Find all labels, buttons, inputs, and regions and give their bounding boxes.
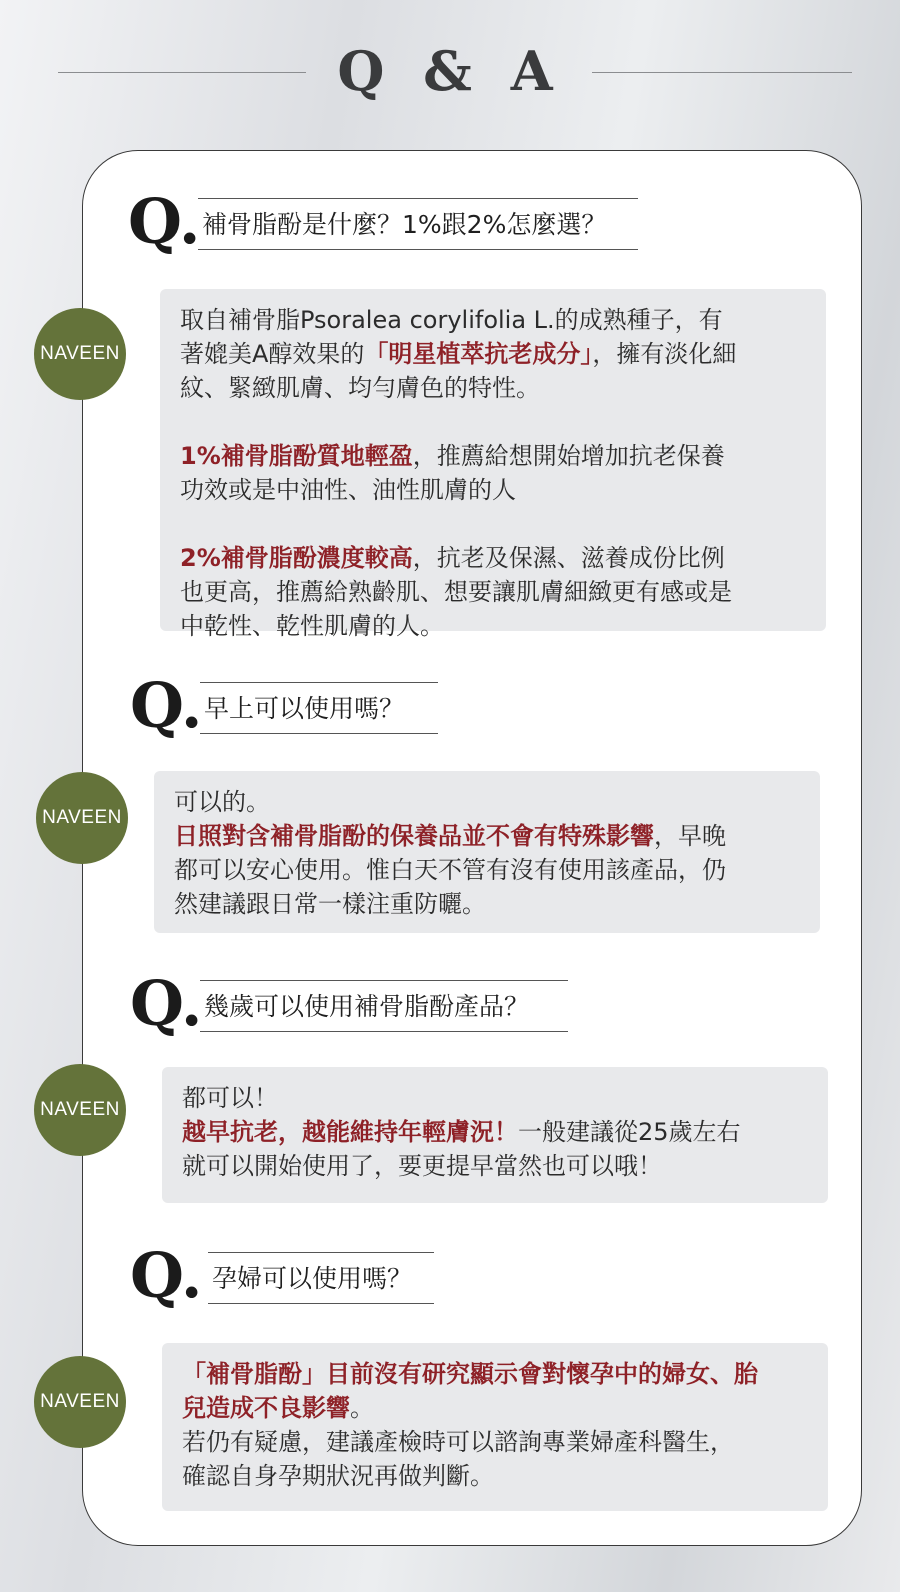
answer-paragraph <box>182 1357 818 1493</box>
faq-question-4 <box>130 1239 450 1312</box>
q-mark: Q. <box>128 185 201 258</box>
answer-paragraph <box>180 303 816 405</box>
answer-text: 可以的。 <box>174 788 270 816</box>
answer-highlight: 兒造成不良影響 <box>182 1394 350 1422</box>
answer-paragraph <box>180 439 816 507</box>
answer-text: 然建議跟日常一樣注重防曬。 <box>174 890 486 918</box>
answer-highlight: 日照對含補骨脂酚的保養品並不會有特殊影響 <box>174 822 654 850</box>
answer-text: 都可以安心使用。惟白天不管有沒有使用該產品，仍 <box>174 856 726 884</box>
answer-text: ，早晚 <box>654 822 726 850</box>
answer-highlight: 「明星植萃抗老成分」 <box>364 340 593 368</box>
naveen-logo: NAVEEN <box>34 1064 126 1156</box>
answer-text: 取自補骨脂Psoralea corylifolia L.的成熟種子，有 <box>180 306 723 334</box>
qa-header <box>0 38 900 108</box>
header-divider-left <box>58 72 306 73</box>
faq-answer-3 <box>162 1067 828 1203</box>
answer-text: ，推薦給想開始增加抗老保養 <box>412 442 725 470</box>
answer-text: 都可以！ <box>182 1084 278 1112</box>
question-text: 早上可以使用嗎？ <box>200 682 438 734</box>
faq-question-3 <box>130 967 590 1040</box>
question-text: 補骨脂酚是什麼？1%跟2%怎麼選？ <box>198 198 638 250</box>
faq-answer-1 <box>160 289 826 640</box>
answer-text: 也更高，推薦給熟齡肌、想要讓肌膚細緻更有感或是 <box>180 578 732 606</box>
answer-text: 一般建議從25歲左右 <box>518 1118 741 1146</box>
answer-highlight: 2%補骨脂酚濃度較高 <box>180 544 413 572</box>
answer-text: 紋、緊緻肌膚、均勻膚色的特性。 <box>180 374 540 402</box>
q-mark: Q. <box>130 669 203 742</box>
answer-highlight: 越早抗老，越能維持年輕膚況！ <box>182 1118 518 1146</box>
question-text: 幾歲可以使用補骨脂酚產品？ <box>200 980 568 1032</box>
answer-text: ，擁有淡化細 <box>592 340 737 368</box>
answer-text: ，抗老及保濕、滋養成份比例 <box>412 544 725 572</box>
answer-text: 著媲美A醇效果的 <box>180 340 365 368</box>
faq-question-2 <box>130 669 450 742</box>
answer-text: 就可以開始使用了，要更提早當然也可以哦！ <box>182 1152 662 1180</box>
answer-text: 中乾性、乾性肌膚的人。 <box>180 612 444 640</box>
answer-paragraph <box>182 1081 818 1183</box>
answer-text: 。 <box>350 1394 374 1422</box>
q-mark: Q. <box>130 1239 203 1312</box>
question-text: 孕婦可以使用嗎？ <box>208 1252 434 1304</box>
q-mark: Q. <box>130 967 203 1040</box>
faq-question-1 <box>128 185 648 258</box>
naveen-logo: NAVEEN <box>36 772 128 864</box>
answer-highlight: 1%補骨脂酚質地輕盈 <box>180 442 413 470</box>
naveen-logo: NAVEEN <box>34 1356 126 1448</box>
answer-text: 若仍有疑慮，建議產檢時可以諮詢專業婦產科醫生， <box>182 1428 734 1456</box>
answer-text: 確認自身孕期狀況再做判斷。 <box>182 1462 494 1490</box>
faq-answer-4 <box>162 1343 828 1511</box>
answer-text: 功效或是中油性、油性肌膚的人 <box>180 476 516 504</box>
faq-answer-2 <box>154 771 820 933</box>
answer-paragraph <box>174 785 810 921</box>
answer-paragraph <box>180 541 816 643</box>
header-divider-right <box>592 72 852 73</box>
page-title: Q & A <box>337 39 563 103</box>
answer-highlight: 「補骨脂酚」目前沒有研究顯示會對懷孕中的婦女、胎 <box>182 1360 758 1388</box>
naveen-logo: NAVEEN <box>34 308 126 400</box>
